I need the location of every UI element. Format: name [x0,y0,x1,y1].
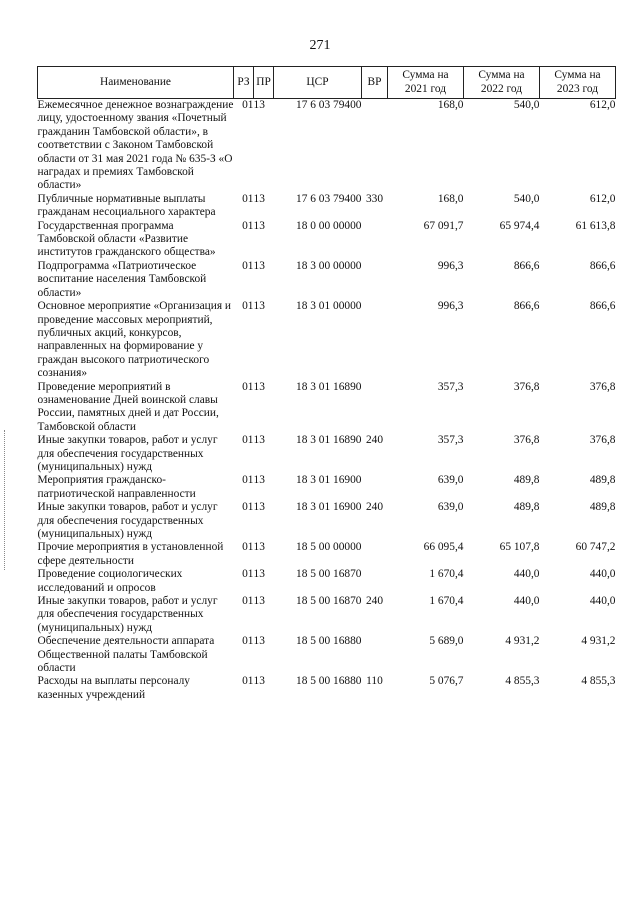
row-pr: 13 [253,99,265,111]
row-sum-2023: 612,0 [589,192,616,205]
header-sum-2021: Сумма на 2021 год [388,67,464,99]
row-name: Ежемесячное денежное вознаграждение лицу, удостоенному звания «Почетный гражданин Тамбовской области», в соответствии с Законом Тамбовской области от 31 мая 2021 года № 635-З «О наградах и премиях Тамбовской области» [37,99,234,192]
row-vr: 240 [365,434,384,447]
table-row [38,675,616,702]
row-sum-2023: 440,0 [589,568,616,581]
row-csr: 18 5 00 16880 [296,635,362,648]
row-name: Обеспечение деятельности аппарата Общественной палаты Тамбовской области [37,635,215,675]
row-sum-2023: 61 613,8 [575,219,616,232]
row-sum-2021: 1 670,4 [429,595,464,608]
row-rz: 01 [242,675,254,688]
row-sum-2022: 4 855,3 [505,675,540,688]
row-rz: 01 [242,541,254,554]
row-vr [362,541,388,568]
row-vr [362,568,388,595]
row-vr [362,300,388,380]
row-pr: 13 [253,568,265,581]
row-sum-2023: 376,8 [589,434,616,447]
row-csr: 18 3 01 16900 [296,474,362,487]
header-sum-2022: Сумма на 2022 год [464,67,540,99]
row-vr: 240 [365,595,384,608]
table-row [38,474,616,501]
row-pr: 13 [253,300,265,313]
row-sum-2022: 65 974,4 [499,219,540,232]
row-rz: 01 [242,259,254,272]
row-sum-2023: 60 747,2 [575,541,616,554]
row-sum-2021: 168,0 [437,99,464,111]
row-name: Подпрограмма «Патриотическое воспитание населения Тамбовской области» [37,259,207,299]
row-csr: 18 5 00 00000 [296,541,362,554]
row-sum-2021: 5 076,7 [429,675,464,688]
row-vr: 110 [366,675,383,688]
row-name: Государственная программа Тамбовской области «Развитие институтов гражданского общества» [37,219,216,259]
row-name: Проведение мероприятий в ознаменование Дней воинской славы России, памятных дней и дат России, Тамбовской области [37,380,219,433]
table-row [38,501,616,541]
row-sum-2022: 866,6 [513,300,540,313]
row-vr [362,260,388,300]
row-sum-2022: 376,8 [513,380,540,393]
budget-table [37,66,616,702]
row-name: Проведение социологических исследований и опросов [37,568,183,594]
row-vr [362,99,388,193]
header-rz: РЗ [234,67,254,99]
row-pr: 13 [253,380,265,393]
row-vr [362,474,388,501]
header-pr: ПР [254,67,274,99]
row-vr: 240 [365,501,384,514]
row-csr: 18 3 01 00000 [296,300,362,313]
row-sum-2022: 440,0 [513,568,540,581]
table-row [38,220,616,260]
row-pr: 13 [253,259,265,272]
row-csr: 17 6 03 79400 [296,99,362,111]
page-number: 271 [309,38,331,53]
row-sum-2023: 4 855,3 [581,675,616,688]
row-rz: 01 [242,192,254,205]
row-pr: 13 [253,192,265,205]
table-row [38,568,616,595]
row-name: Расходы на выплаты персоналу казенных учреждений [37,675,190,701]
row-csr: 18 3 01 16890 [296,434,362,447]
table-header-row [38,67,616,99]
row-sum-2023: 440,0 [589,595,616,608]
row-csr: 18 3 01 16900 [296,501,362,514]
table-row [38,595,616,635]
row-sum-2023: 866,6 [589,300,616,313]
table-row [38,635,616,675]
row-sum-2021: 996,3 [437,259,464,272]
row-vr: 330 [365,192,384,205]
row-name: Иные закупки товаров, работ и услуг для обеспечения государственных (муниципальных) нужд [37,595,218,634]
row-sum-2023: 376,8 [589,380,616,393]
row-sum-2021: 996,3 [437,300,464,313]
row-rz: 01 [242,501,254,514]
row-sum-2021: 639,0 [437,474,464,487]
table-row [38,300,616,380]
row-sum-2021: 357,3 [437,380,464,393]
row-csr: 17 6 03 79400 [296,192,362,205]
row-csr: 18 5 00 16870 [296,568,362,581]
row-vr [362,635,388,675]
row-name: Мероприятия гражданско-патриотической направленности [37,474,196,500]
header-vr: ВР [362,67,388,99]
row-sum-2022: 376,8 [513,434,540,447]
row-sum-2022: 540,0 [513,99,540,111]
row-pr: 13 [253,635,265,648]
row-pr: 13 [253,474,265,487]
row-sum-2023: 489,8 [589,501,616,514]
row-sum-2021: 1 670,4 [429,568,464,581]
row-name: Иные закупки товаров, работ и услуг для обеспечения государственных (муниципальных) нужд [37,501,218,540]
row-rz: 01 [242,380,254,393]
row-csr: 18 5 00 16870 [296,595,362,608]
row-sum-2022: 440,0 [513,595,540,608]
row-sum-2021: 5 689,0 [429,635,464,648]
header-sum-2023: Сумма на 2023 год [540,67,616,99]
row-rz: 01 [242,434,254,447]
row-pr: 13 [253,434,265,447]
row-rz: 01 [242,474,254,487]
row-sum-2022: 489,8 [513,501,540,514]
table-row [38,193,616,220]
row-name: Публичные нормативные выплаты гражданам несоциального характера [37,192,216,219]
row-csr: 18 5 00 16880 [296,675,362,688]
table-row [38,434,616,474]
row-rz: 01 [242,99,254,111]
row-sum-2021: 639,0 [437,501,464,514]
row-sum-2022: 4 931,2 [505,635,540,648]
table-row [38,381,616,435]
row-rz: 01 [242,568,254,581]
row-name: Прочие мероприятия в установленной сфере деятельности [37,541,224,567]
row-sum-2023: 866,6 [589,259,616,272]
row-pr: 13 [253,501,265,514]
row-name: Иные закупки товаров, работ и услуг для обеспечения государственных (муниципальных) нужд [37,434,218,473]
header-name: Наименование [38,67,234,99]
row-csr: 18 0 00 00000 [296,219,362,232]
table-row [38,541,616,568]
row-rz: 01 [242,300,254,313]
row-sum-2022: 540,0 [513,192,540,205]
row-sum-2023: 4 931,2 [581,635,616,648]
row-sum-2021: 357,3 [437,434,464,447]
header-csr: ЦСР [274,67,362,99]
row-sum-2022: 65 107,8 [499,541,540,554]
row-csr: 18 3 01 16890 [296,380,362,393]
row-sum-2022: 866,6 [513,259,540,272]
scan-margin-mark [4,430,6,570]
row-pr: 13 [253,595,265,608]
row-pr: 13 [253,541,265,554]
row-rz: 01 [242,595,254,608]
table-row [38,99,616,193]
table-row [38,260,616,300]
row-rz: 01 [242,635,254,648]
row-rz: 01 [242,219,254,232]
row-sum-2023: 612,0 [589,99,616,111]
row-sum-2022: 489,8 [513,474,540,487]
row-sum-2021: 168,0 [437,192,464,205]
row-pr: 13 [253,675,265,688]
row-name: Основное мероприятие «Организация и проведение массовых мероприятий, публичных акций, конкурсов, направленных на формирование у граждан высокого патриотического сознания» [37,300,232,380]
row-vr [362,220,388,260]
row-vr [362,381,388,435]
table-body [38,99,616,703]
row-sum-2023: 489,8 [589,474,616,487]
row-csr: 18 3 00 00000 [296,259,362,272]
row-sum-2021: 66 095,4 [423,541,464,554]
row-pr: 13 [253,219,265,232]
row-sum-2021: 67 091,7 [423,219,464,232]
